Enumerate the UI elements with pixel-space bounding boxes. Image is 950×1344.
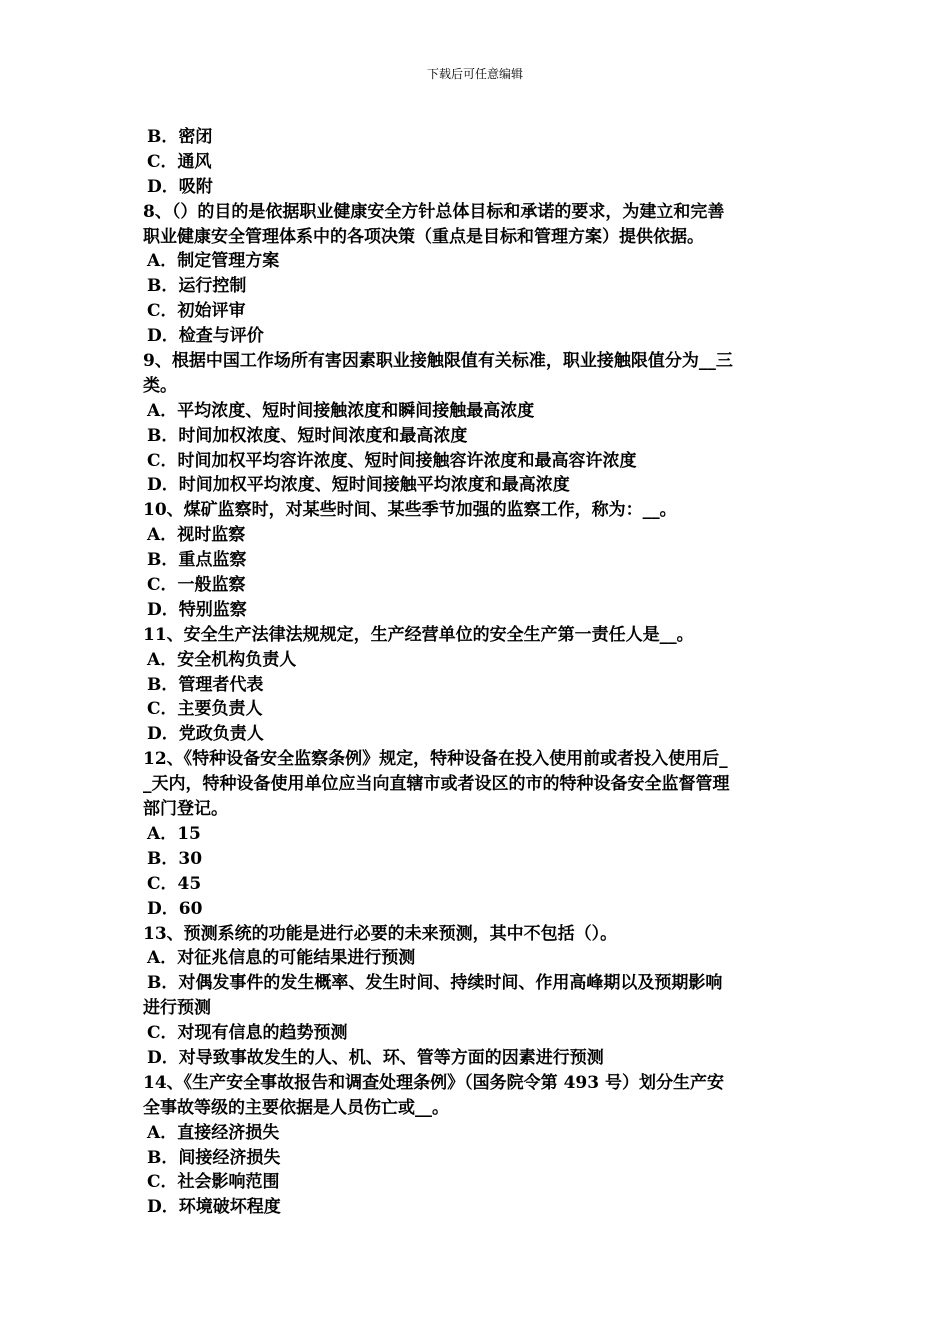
question-text: 10、煤矿监察时，对某些时间、某些季节加强的监察工作，称为：__。 — [143, 500, 677, 521]
question-text: 职业健康安全管理体系中的各项决策（重点是目标和管理方案）提供依据。 — [143, 226, 704, 247]
answer-option: C．初始评审 — [147, 301, 246, 322]
answer-option: A．直接经济损失 — [147, 1122, 280, 1143]
question-text: 进行预测 — [143, 998, 211, 1019]
answer-option: B．重点监察 — [147, 550, 247, 571]
answer-option: A．安全机构负责人 — [147, 649, 297, 670]
question-text: 14、《生产安全事故报告和调查处理条例》（国务院令第 493 号）划分生产安 — [143, 1072, 724, 1093]
answer-option: A．视时监察 — [147, 525, 246, 546]
answer-option: D．时间加权平均浓度、短时间接触平均浓度和最高浓度 — [147, 475, 570, 496]
answer-option: D．党政负责人 — [147, 724, 264, 745]
answer-option: B．对偶发事件的发生概率、发生时间、持续时间、作用高峰期以及预期影响 — [147, 973, 723, 994]
answer-option: B．管理者代表 — [147, 674, 264, 695]
answer-option: D．对导致事故发生的人、机、环、管等方面的因素进行预测 — [147, 1047, 604, 1068]
answer-option: A．15 — [147, 823, 201, 844]
question-text: 部门登记。 — [143, 799, 228, 820]
answer-option: C．45 — [147, 873, 202, 894]
answer-option: B．运行控制 — [147, 276, 247, 297]
page-header: 下载后可任意编辑 — [426, 67, 523, 81]
answer-option: D．检查与评价 — [147, 326, 264, 347]
answer-option: D．吸附 — [147, 176, 213, 197]
question-text: 13、预测系统的功能是进行必要的未来预测，其中不包括（）。 — [143, 923, 618, 944]
answer-option: A．制定管理方案 — [147, 251, 280, 272]
answer-option: C．对现有信息的趋势预测 — [147, 1023, 348, 1044]
answer-option: A．对征兆信息的可能结果进行预测 — [147, 948, 416, 969]
question-text: 全事故等级的主要依据是人员伤亡或__。 — [143, 1097, 449, 1118]
answer-option: D．特别监察 — [147, 599, 247, 620]
answer-option: D．环境破坏程度 — [147, 1197, 281, 1218]
document-body — [143, 125, 811, 1220]
answer-option: C．主要负责人 — [147, 699, 263, 720]
answer-option: B．时间加权浓度、短时间浓度和最高浓度 — [147, 425, 468, 446]
answer-option: C．时间加权平均容许浓度、短时间接触容许浓度和最高容许浓度 — [147, 450, 637, 471]
answer-option: B．密闭 — [147, 127, 213, 147]
question-text: 11、安全生产法律法规规定，生产经营单位的安全生产第一责任人是__。 — [143, 624, 694, 645]
question-text: 12、《特种设备安全监察条例》规定，特种设备在投入使用前或者投入使用后_ — [143, 749, 728, 770]
answer-option: B．间接经济损失 — [147, 1147, 281, 1168]
answer-option: A．平均浓度、短时间接触浓度和瞬间接触最高浓度 — [147, 400, 535, 421]
question-text: 类。 — [143, 375, 177, 396]
answer-option: B．30 — [147, 848, 203, 869]
question-text: 8、（）的目的是依据职业健康安全方针总体目标和承诺的要求，为建立和完善 — [143, 201, 725, 222]
answer-option: C．一般监察 — [147, 575, 246, 596]
answer-option: C．社会影响范围 — [147, 1172, 280, 1193]
answer-option: D．60 — [147, 898, 203, 919]
question-text: 9、根据中国工作场所有害因素职业接触限值有关标准，职业接触限值分为__三 — [143, 351, 733, 372]
answer-option: C．通风 — [147, 151, 212, 172]
question-text: _天内，特种设备使用单位应当向直辖市或者设区的市的特种设备安全监督管理 — [143, 774, 730, 795]
